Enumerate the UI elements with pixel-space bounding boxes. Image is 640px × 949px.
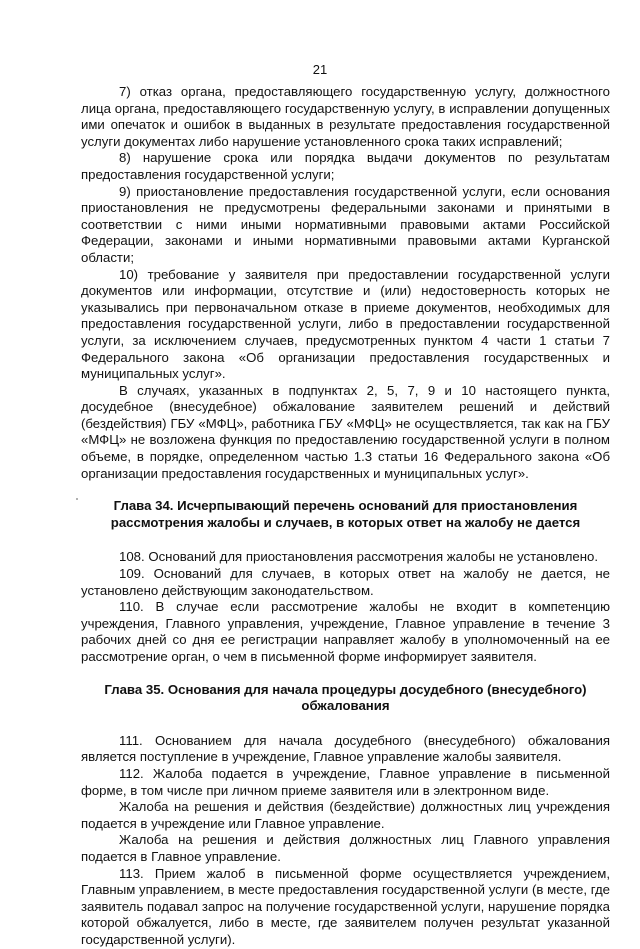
paragraph-item-10: 10) требование у заявителя при предоставлении государственной услуги документов или информации, отсутствие и (или) недостоверность которых не указывались при первоначальном отказе в приеме документов, необходимых для предоставления государственной услуги, либо в предоставлении государственной услуги, за исключением случаев, предусмотренных пунктом 4 части 1 статьи 7 Федерального закона «Об организации предоставления государственных и муниципальных услуг». bbox=[81, 266, 610, 382]
paragraph-112: 112. Жалоба подается в учреждение, Главное управление в письменной форме, в том числе при личном приеме заявителя или в электронном виде. bbox=[81, 765, 610, 798]
scan-speck bbox=[568, 897, 570, 899]
paragraph-112-officials: Жалоба на решения и действия (бездействие) должностных лиц учреждения подается в учреждение или Главное управление. bbox=[81, 799, 610, 831]
paragraph-111: 111. Основанием для начала досудебного (внесудебного) обжалования является поступление в учреждение, Главное управление жалобы заявителя. bbox=[81, 732, 610, 765]
chapter-heading: Глава 35. Основания для начала процедуры досудебного (внесудебного) обжалования bbox=[104, 681, 587, 714]
page-number: 21 bbox=[312, 62, 328, 77]
chapter-heading: Глава 34. Исчерпывающий перечень оснований для приостановления рассмотрения жалобы и случаев, в которых ответ на жалобу не дается bbox=[110, 498, 581, 530]
document-body bbox=[81, 84, 610, 949]
paragraph-113: 113. Прием жалоб в письменной форме осуществляется учреждением, Главным управлением, в месте предоставления государственной услуги (в месте, где заявитель подавал запрос на получение государственной услуги, нарушение порядка которой обжалуется, либо в месте, где заявителем получен результат указанной государственной услуги). bbox=[81, 865, 610, 947]
paragraph-112-main-office: Жалоба на решения и действия должностных лиц Главного управления подается в Главное управление. bbox=[81, 832, 610, 864]
paragraph-item-8: 8) нарушение срока или порядка выдачи документов по результатам предоставления государственной услуги; bbox=[81, 150, 610, 182]
scan-speck bbox=[76, 498, 78, 500]
paragraph-item-9: 9) приостановление предоставления государственной услуги, если основания приостановления не предусмотрены федеральными законами и принятыми в соответствии с ними иными нормативными правовыми актами Российской Федерации, законами и иными нормативными правовыми актами Курганской области; bbox=[81, 183, 610, 265]
paragraph-108: 108. Оснований для приостановления рассмотрения жалобы не установлено. bbox=[119, 549, 598, 565]
paragraph-110: 110. В случае если рассмотрение жалобы не входит в компетенцию учреждения, Главного управления, учреждение, Главное управление в течение 3 рабочих дней со дня ее регистрации направляет жалобу в уполномоченный на ее рассмотрение орган, о чем в письменной форме информирует заявителя. bbox=[81, 599, 610, 664]
paragraph-item-7: 7) отказ органа, предоставляющего государственную услугу, должностного лица органа, предоставляющего государственную услугу, в исправлении допущенных ими опечаток и ошибок в выданных в результате предоставления государственной услуги документах либо нарушение установленного срока таких исправлений; bbox=[81, 84, 610, 149]
list-continuation bbox=[81, 84, 610, 482]
paragraph-exception-note: В случаях, указанных в подпунктах 2, 5, 7, 9 и 10 настоящего пункта, досудебное (внесудебное) обжалование заявителем решений и действий (бездействия) ГБУ «МФЦ», работника ГБУ «МФЦ» не осуществляется, так как на ГБУ «МФЦ» не возложена функция по предоставлению государственной услуги в полном объеме, в порядке, определенном частью 1.3 статьи 16 Федерального закона «Об организации предоставления государственных и муниципальных услуг». bbox=[81, 382, 610, 481]
chapter-35 bbox=[81, 682, 610, 949]
chapter-34 bbox=[81, 498, 610, 665]
paragraph-109: 109. Оснований для случаев, в которых ответ на жалобу не дается, не установлено действующим законодательством. bbox=[81, 566, 610, 598]
